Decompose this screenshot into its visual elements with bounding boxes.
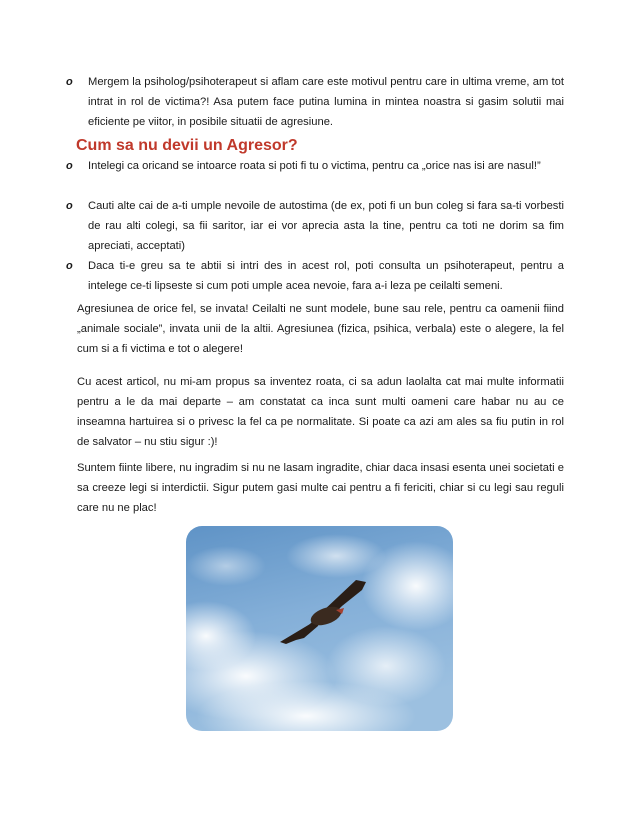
bird-photo	[186, 526, 453, 731]
list-item	[66, 72, 564, 132]
section-heading: Cum sa nu devii un Agresor?	[76, 137, 298, 154]
bullet-marker: o	[66, 260, 73, 272]
list-item	[66, 196, 564, 256]
paragraph: Suntem fiinte libere, nu ingradim si nu ne lasam ingradite, chiar daca insasi esenta unei societati e sa creeze legi si interdictii. Sigur putem gasi multe cai pentru a fi fericiti, chiar si cu legi sau reguli care nu ne plac!	[77, 462, 564, 514]
list-item-text: Daca ti-e greu sa te abtii si intri des in acest rol, poti consulta un psihoterapeut, pentru a intelege ce-ti lipseste si cum poti umple acea nevoie, fara a-i leza pe ceilalti semeni.	[88, 260, 564, 292]
list-item-text: Cauti alte cai de a-ti umple nevoile de autostima (de ex, poti fi un bun coleg si fara sa-ti vorbesti de rau alti colegi, sa fii saritor, iar ei vor aprecia asta la tine, pentru ca toti ne dorim sa fim apreciati, acceptati)	[88, 200, 564, 252]
bullet-marker: o	[66, 200, 73, 212]
list-item-text: Intelegi ca oricand se intoarce roata si poti fi tu o victima, pentru ca „orice nas isi are nasul!”	[88, 160, 541, 172]
list-item	[66, 156, 564, 176]
list-item-text: Mergem la psiholog/psihoterapeut si aflam care este motivul pentru care in ultima vreme, am tot intrat in rol de victima?! Asa putem face putina lumina in mintea noastra si gasim solutii mai eficiente pe viitor, in posibile situatii de agresiune.	[88, 76, 564, 128]
bullet-marker: o	[66, 160, 73, 172]
bullet-marker: o	[66, 76, 73, 88]
paragraph: Cu acest articol, nu mi-am propus sa inventez roata, ci sa adun laolalta cat mai multe informatii pentru a le da mai departe – am constatat ca inca sunt multi oameni care habar nu au ce inseamna hartuirea si o privesc la fel ca pe normalitate. Si poate ca azi am ales sa fiu putin in rol de salvator – nu stiu sigur :)!	[77, 376, 564, 448]
bird-in-sky-image	[186, 526, 453, 731]
paragraph: Agresiunea de orice fel, se invata! Ceilalti ne sunt modele, bune sau rele, pentru ca oamenii fiind „animale sociale”, invata unii de la altii. Agresiunea (fizica, psihica, verbala) este o alegere, la fel cum si a fi victima e tot o alegere!	[77, 303, 564, 355]
list-item	[66, 256, 564, 296]
